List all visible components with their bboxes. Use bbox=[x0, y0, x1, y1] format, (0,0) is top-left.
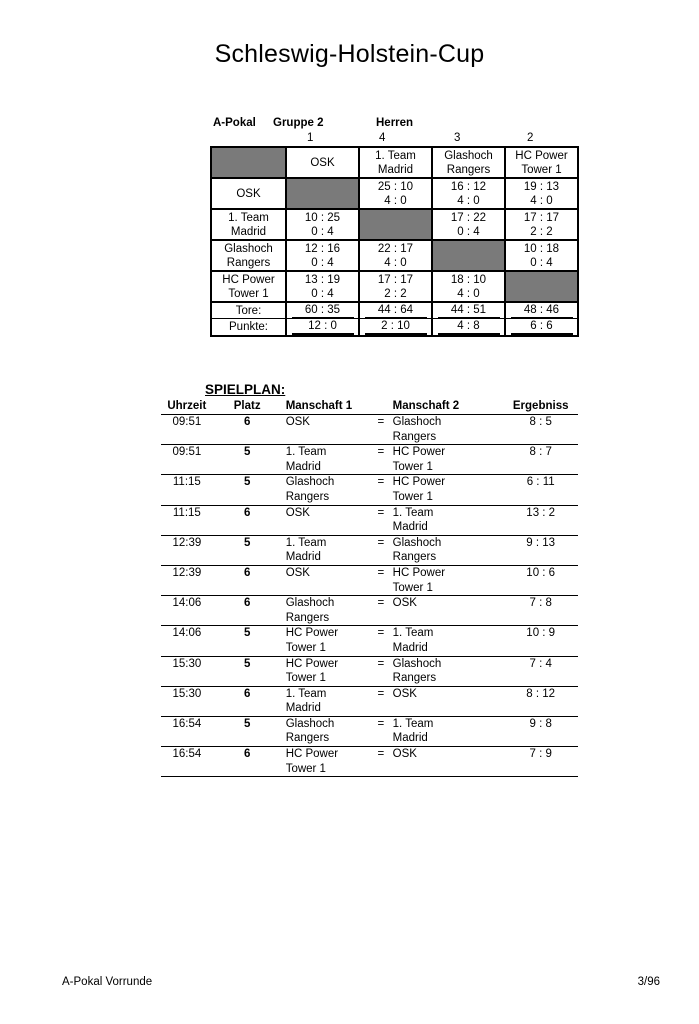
matrix-result-cell bbox=[506, 241, 577, 272]
matrix-row-team bbox=[212, 272, 287, 303]
team-name-line: Glashoch bbox=[392, 536, 442, 549]
total-value: 12 : 0 bbox=[292, 319, 354, 335]
team-name-line: OSK bbox=[285, 566, 310, 579]
header-result: Ergebniss bbox=[503, 399, 578, 415]
team-name-line: Tower 1 bbox=[285, 641, 326, 654]
matrix-corner-cell bbox=[212, 148, 287, 179]
game-versus: = bbox=[369, 596, 393, 626]
game-team1 bbox=[282, 565, 369, 595]
game-versus: = bbox=[369, 445, 393, 475]
team-name-line: OSK bbox=[285, 506, 310, 519]
schedule-header-row bbox=[161, 399, 578, 415]
match-score: 17 : 17 bbox=[377, 273, 414, 286]
game-time: 14:06 bbox=[161, 626, 213, 656]
team-name-line: Glashoch bbox=[285, 476, 335, 489]
game-team1 bbox=[282, 505, 369, 535]
team-name-line: Glashoch bbox=[444, 149, 493, 162]
team-name-line: Tower 1 bbox=[392, 581, 433, 594]
matrix-result-cell bbox=[433, 179, 506, 210]
game-result: 8 : 7 bbox=[529, 446, 552, 459]
matrix-punkte-cell bbox=[287, 319, 360, 335]
match-score: 22 : 17 bbox=[377, 242, 414, 255]
team-name-line: HC Power bbox=[392, 566, 446, 579]
team-name-line: Tower 1 bbox=[392, 490, 433, 503]
game-platz: 6 bbox=[213, 415, 282, 445]
game-result-cell bbox=[503, 747, 578, 777]
total-value: 48 : 46 bbox=[511, 303, 573, 318]
game-result-cell bbox=[503, 535, 578, 565]
team-name-line: Rangers bbox=[392, 551, 437, 564]
game-team1 bbox=[282, 475, 369, 505]
game-versus: = bbox=[369, 656, 393, 686]
game-result: 7 : 8 bbox=[529, 597, 552, 610]
match-score: 12 : 16 bbox=[304, 242, 341, 255]
schedule-row bbox=[161, 716, 578, 746]
game-result: 13 : 2 bbox=[526, 506, 556, 519]
game-platz: 5 bbox=[213, 716, 282, 746]
team-name-line: OSK bbox=[392, 597, 417, 610]
team-name-line: Madrid bbox=[392, 641, 428, 654]
match-score: 17 : 22 bbox=[450, 211, 487, 224]
game-team2 bbox=[393, 415, 504, 445]
header-team1: Manschaft 1 bbox=[282, 399, 369, 415]
team-name-line: HC Power bbox=[392, 446, 446, 459]
match-score: 13 : 19 bbox=[304, 273, 341, 286]
game-result: 7 : 4 bbox=[529, 657, 552, 670]
schedule-table bbox=[161, 399, 578, 777]
game-platz: 6 bbox=[213, 505, 282, 535]
footer-label: A-Pokal Vorrunde bbox=[62, 976, 153, 988]
game-team2 bbox=[393, 656, 504, 686]
team-name-line: Madrid bbox=[285, 702, 321, 715]
game-team2 bbox=[393, 505, 504, 535]
schedule-title: SPIELPLAN: bbox=[205, 382, 286, 397]
game-platz: 5 bbox=[213, 475, 282, 505]
team-name-line: OSK bbox=[392, 748, 417, 761]
game-time: 11:15 bbox=[161, 505, 213, 535]
match-points: 0 : 4 bbox=[457, 225, 480, 238]
game-result: 9 : 13 bbox=[526, 536, 556, 549]
team-name-line: Glashoch bbox=[392, 657, 442, 670]
page-number: 3/96 bbox=[637, 976, 660, 988]
match-points: 4 : 0 bbox=[384, 256, 407, 269]
match-score: 16 : 12 bbox=[450, 180, 487, 193]
matrix-row bbox=[212, 210, 577, 241]
header-team2: Manschaft 2 bbox=[393, 399, 504, 415]
team-name-line: OSK bbox=[285, 416, 310, 428]
match-points: 0 : 4 bbox=[311, 256, 334, 269]
match-points: 4 : 0 bbox=[530, 194, 553, 207]
matrix-row-team bbox=[212, 241, 287, 272]
game-time: 16:54 bbox=[161, 716, 213, 746]
team-name-line: Tower 1 bbox=[285, 762, 326, 775]
matrix-team-header bbox=[506, 148, 577, 179]
game-time: 11:15 bbox=[161, 475, 213, 505]
team-name-line: OSK bbox=[310, 156, 335, 169]
schedule-row bbox=[161, 656, 578, 686]
team-name-line: HC Power bbox=[285, 748, 339, 761]
game-team1 bbox=[282, 596, 369, 626]
team-number: 4 bbox=[379, 132, 386, 144]
matrix-result-cell bbox=[360, 179, 433, 210]
matrix-result-cell bbox=[360, 241, 433, 272]
team-name-line: 1. Team bbox=[392, 717, 434, 730]
game-time: 15:30 bbox=[161, 686, 213, 716]
match-points: 4 : 0 bbox=[457, 194, 480, 207]
team-number: 2 bbox=[527, 132, 534, 144]
match-points: 2 : 2 bbox=[530, 225, 553, 238]
game-platz: 6 bbox=[213, 686, 282, 716]
schedule-row bbox=[161, 686, 578, 716]
matrix-result-cell bbox=[506, 210, 577, 241]
matrix-diagonal-cell bbox=[287, 179, 360, 210]
team-number: 1 bbox=[307, 132, 314, 144]
match-points: 4 : 0 bbox=[384, 194, 407, 207]
matrix-diagonal-cell bbox=[506, 272, 577, 303]
matrix-tore-cell bbox=[360, 303, 433, 319]
schedule-row bbox=[161, 505, 578, 535]
matrix-tore-label: Tore: bbox=[212, 303, 287, 319]
total-value: 6 : 6 bbox=[511, 319, 573, 335]
game-result: 8 : 12 bbox=[526, 687, 556, 700]
team-name-line: OSK bbox=[392, 687, 417, 700]
pokal-label: A-Pokal bbox=[213, 117, 256, 129]
schedule-row bbox=[161, 596, 578, 626]
header-time: Uhrzeit bbox=[161, 399, 213, 415]
matrix-team-header bbox=[360, 148, 433, 179]
team-name-line: Tower 1 bbox=[228, 287, 269, 300]
game-result: 10 : 9 bbox=[526, 627, 556, 640]
game-versus: = bbox=[369, 716, 393, 746]
team-name-line: Madrid bbox=[392, 732, 428, 745]
matrix-tore-row bbox=[212, 303, 577, 319]
team-name-line: HC Power bbox=[285, 657, 339, 670]
match-points: 0 : 4 bbox=[530, 256, 553, 269]
team-number: 3 bbox=[454, 132, 461, 144]
game-result: 10 : 6 bbox=[526, 566, 556, 579]
matrix-row-team bbox=[212, 210, 287, 241]
matrix-row bbox=[212, 272, 577, 303]
page-title: Schleswig-Holstein-Cup bbox=[214, 40, 485, 68]
game-result: 8 : 5 bbox=[529, 416, 552, 428]
game-team2 bbox=[393, 716, 504, 746]
team-name-line: 1. Team bbox=[392, 506, 434, 519]
game-versus: = bbox=[369, 747, 393, 777]
team-name-line: 1. Team bbox=[228, 211, 269, 224]
game-platz: 5 bbox=[213, 445, 282, 475]
match-score: 18 : 10 bbox=[450, 273, 487, 286]
game-result-cell bbox=[503, 716, 578, 746]
match-score: 19 : 13 bbox=[523, 180, 560, 193]
team-name-line: Rangers bbox=[392, 430, 437, 443]
matrix-result-cell bbox=[287, 241, 360, 272]
schedule-row bbox=[161, 626, 578, 656]
team-name-line: Rangers bbox=[285, 490, 330, 503]
matrix-row bbox=[212, 241, 577, 272]
matrix-result-cell bbox=[287, 272, 360, 303]
matrix-punkte-cell bbox=[506, 319, 577, 335]
match-points: 0 : 4 bbox=[311, 225, 334, 238]
match-score: 10 : 18 bbox=[523, 242, 560, 255]
game-team2 bbox=[393, 475, 504, 505]
team-name-line: Rangers bbox=[226, 256, 271, 269]
team-name-line: 1. Team bbox=[375, 149, 416, 162]
total-value: 60 : 35 bbox=[292, 303, 354, 318]
schedule-row bbox=[161, 747, 578, 777]
game-result: 7 : 9 bbox=[529, 748, 552, 761]
game-result-cell bbox=[503, 626, 578, 656]
matrix-result-cell bbox=[287, 210, 360, 241]
game-result-cell bbox=[503, 475, 578, 505]
team-name-line: 1. Team bbox=[392, 627, 434, 640]
team-name-line: Rangers bbox=[285, 611, 330, 624]
gruppe-label: Gruppe 2 bbox=[273, 117, 324, 129]
matrix-tore-cell bbox=[506, 303, 577, 319]
total-value: 4 : 8 bbox=[438, 319, 500, 335]
matrix-row-team bbox=[212, 179, 287, 210]
game-platz: 5 bbox=[213, 626, 282, 656]
team-name-line: 1. Team bbox=[285, 687, 327, 700]
score-matrix bbox=[210, 146, 579, 337]
match-score: 25 : 10 bbox=[377, 180, 414, 193]
schedule-row bbox=[161, 535, 578, 565]
game-time: 14:06 bbox=[161, 596, 213, 626]
game-versus: = bbox=[369, 686, 393, 716]
game-platz: 5 bbox=[213, 656, 282, 686]
match-points: 0 : 4 bbox=[311, 287, 334, 300]
team-name-line: Glashoch bbox=[285, 717, 335, 730]
game-versus: = bbox=[369, 565, 393, 595]
game-result: 9 : 8 bbox=[529, 717, 552, 730]
matrix-diagonal-cell bbox=[360, 210, 433, 241]
matrix-result-cell bbox=[433, 272, 506, 303]
team-name-line: 1. Team bbox=[285, 536, 327, 549]
schedule-row bbox=[161, 565, 578, 595]
game-time: 15:30 bbox=[161, 656, 213, 686]
game-result-cell bbox=[503, 686, 578, 716]
game-team2 bbox=[393, 596, 504, 626]
team-name-line: Rangers bbox=[392, 672, 437, 685]
game-team2 bbox=[393, 445, 504, 475]
game-team1 bbox=[282, 445, 369, 475]
game-team1 bbox=[282, 686, 369, 716]
header-eq bbox=[369, 399, 393, 415]
schedule-row bbox=[161, 445, 578, 475]
team-name-line: HC Power bbox=[515, 149, 568, 162]
matrix-team-header bbox=[287, 148, 360, 179]
game-team1 bbox=[282, 535, 369, 565]
game-team2 bbox=[393, 686, 504, 716]
game-result-cell bbox=[503, 656, 578, 686]
team-name-line: Madrid bbox=[230, 225, 267, 238]
matrix-row bbox=[212, 179, 577, 210]
game-team1 bbox=[282, 656, 369, 686]
match-score: 17 : 17 bbox=[523, 211, 560, 224]
team-name-line: Tower 1 bbox=[521, 163, 562, 176]
game-platz: 5 bbox=[213, 535, 282, 565]
match-score: 10 : 25 bbox=[304, 211, 341, 224]
game-result-cell bbox=[503, 415, 578, 445]
team-name-line: Madrid bbox=[392, 521, 428, 534]
game-time: 12:39 bbox=[161, 565, 213, 595]
team-name-line: Glashoch bbox=[224, 242, 273, 255]
matrix-result-cell bbox=[360, 272, 433, 303]
header-platz: Platz bbox=[213, 399, 282, 415]
game-versus: = bbox=[369, 535, 393, 565]
game-platz: 6 bbox=[213, 565, 282, 595]
game-platz: 6 bbox=[213, 596, 282, 626]
matrix-result-cell bbox=[506, 179, 577, 210]
matrix-punkte-label: Punkte: bbox=[212, 319, 287, 335]
game-team1 bbox=[282, 415, 369, 445]
game-team2 bbox=[393, 626, 504, 656]
game-result-cell bbox=[503, 565, 578, 595]
game-result: 6 : 11 bbox=[526, 476, 555, 489]
total-value: 2 : 10 bbox=[365, 319, 427, 335]
game-team2 bbox=[393, 535, 504, 565]
game-time: 12:39 bbox=[161, 535, 213, 565]
matrix-punkte-cell bbox=[360, 319, 433, 335]
klasse-label: Herren bbox=[376, 117, 414, 129]
game-platz: 6 bbox=[213, 747, 282, 777]
team-name-line: HC Power bbox=[392, 476, 446, 489]
game-team1 bbox=[282, 747, 369, 777]
game-team1 bbox=[282, 626, 369, 656]
team-name-line: Rangers bbox=[285, 732, 330, 745]
game-result-cell bbox=[503, 445, 578, 475]
game-team1 bbox=[282, 716, 369, 746]
game-team2 bbox=[393, 565, 504, 595]
game-versus: = bbox=[369, 626, 393, 656]
matrix-diagonal-cell bbox=[433, 241, 506, 272]
game-versus: = bbox=[369, 475, 393, 505]
team-name-line: Glashoch bbox=[285, 597, 335, 610]
matrix-result-cell bbox=[433, 210, 506, 241]
game-versus: = bbox=[369, 415, 393, 445]
team-name-line: 1. Team bbox=[285, 446, 327, 459]
game-team2 bbox=[393, 747, 504, 777]
team-name-line: OSK bbox=[236, 187, 261, 200]
team-name-line: HC Power bbox=[285, 627, 339, 640]
game-result-cell bbox=[503, 505, 578, 535]
matrix-header-row bbox=[212, 148, 577, 179]
total-value: 44 : 64 bbox=[365, 303, 427, 318]
team-name-line: Tower 1 bbox=[392, 460, 433, 473]
team-name-line: Madrid bbox=[285, 460, 321, 473]
schedule-row bbox=[161, 475, 578, 505]
team-name-line: HC Power bbox=[222, 273, 275, 286]
matrix-team-header bbox=[433, 148, 506, 179]
team-name-line: Madrid bbox=[377, 163, 414, 176]
team-name-line: Tower 1 bbox=[285, 672, 326, 685]
total-value: 44 : 51 bbox=[438, 303, 500, 318]
game-result-cell bbox=[503, 596, 578, 626]
game-time: 16:54 bbox=[161, 747, 213, 777]
game-time: 09:51 bbox=[161, 445, 213, 475]
matrix-punkte-row bbox=[212, 319, 577, 335]
matrix-punkte-cell bbox=[433, 319, 506, 335]
game-time: 09:51 bbox=[161, 415, 213, 445]
match-points: 2 : 2 bbox=[384, 287, 407, 300]
team-name-line: Rangers bbox=[446, 163, 491, 176]
match-points: 4 : 0 bbox=[457, 287, 480, 300]
game-versus: = bbox=[369, 505, 393, 535]
schedule-row bbox=[161, 415, 578, 445]
team-name-line: Madrid bbox=[285, 551, 321, 564]
team-name-line: Glashoch bbox=[392, 416, 442, 428]
matrix-tore-cell bbox=[287, 303, 360, 319]
matrix-tore-cell bbox=[433, 303, 506, 319]
